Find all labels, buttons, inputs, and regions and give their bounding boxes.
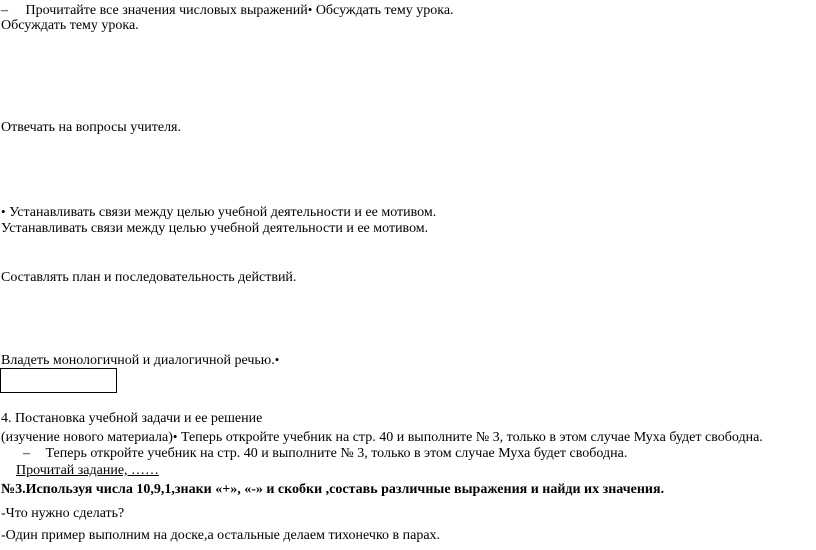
- bullet: •: [307, 2, 313, 17]
- line-one-example: -Один пример выполним на доске,а остальные делаем тихонечко в парах.: [1, 528, 441, 543]
- text: (изучение нового материала): [1, 430, 173, 445]
- line-open-textbook: [1, 446, 627, 462]
- line-read-values: [1, 2, 454, 19]
- text: Прочитайте все значения числовых выражений: [25, 3, 308, 18]
- line-task-3: №3.Используя числа 10,9,1,знаки «+», «-» и скобки ,составь различные выражения и найди их значения.: [1, 482, 665, 497]
- text: Теперь откройте учебник на стр. 40 и выполните № 3, только в этом случае Муха будет свободна.: [177, 430, 763, 445]
- line-establish-links-bullet: [1, 204, 436, 221]
- text: Устанавливать связи между целью учебной деятельности и ее мотивом.: [5, 205, 437, 220]
- empty-box: [0, 368, 117, 393]
- line-discuss-topic: Обсуждать тему урока.: [1, 18, 139, 33]
- bullet: •: [274, 352, 280, 367]
- line-read-task: Прочитай задание, ……: [16, 463, 160, 478]
- line-new-material: [1, 429, 763, 446]
- bullet: •: [1, 204, 6, 219]
- line-answer-questions: Отвечать на вопросы учителя.: [1, 120, 181, 135]
- text: Теперь откройте учебник на стр. 40 и выполните № 3, только в этом случае Муха будет свободна.: [45, 446, 628, 461]
- line-establish-links: Устанавливать связи между целью учебной деятельности и ее мотивом.: [1, 221, 429, 236]
- dash: –: [23, 446, 30, 461]
- text: Обсуждать тему урока.: [312, 3, 454, 18]
- line-what-to-do: -Что нужно сделать?: [1, 506, 125, 521]
- line-make-plan: Составлять план и последовательность действий.: [1, 270, 297, 285]
- dash: –: [1, 3, 8, 18]
- line-section-4: 4. Постановка учебной задачи и ее решение: [1, 411, 263, 426]
- bullet: •: [172, 429, 178, 444]
- text: Владеть монологичной и диалогичной речью.: [1, 353, 275, 368]
- line-speech: [1, 352, 279, 369]
